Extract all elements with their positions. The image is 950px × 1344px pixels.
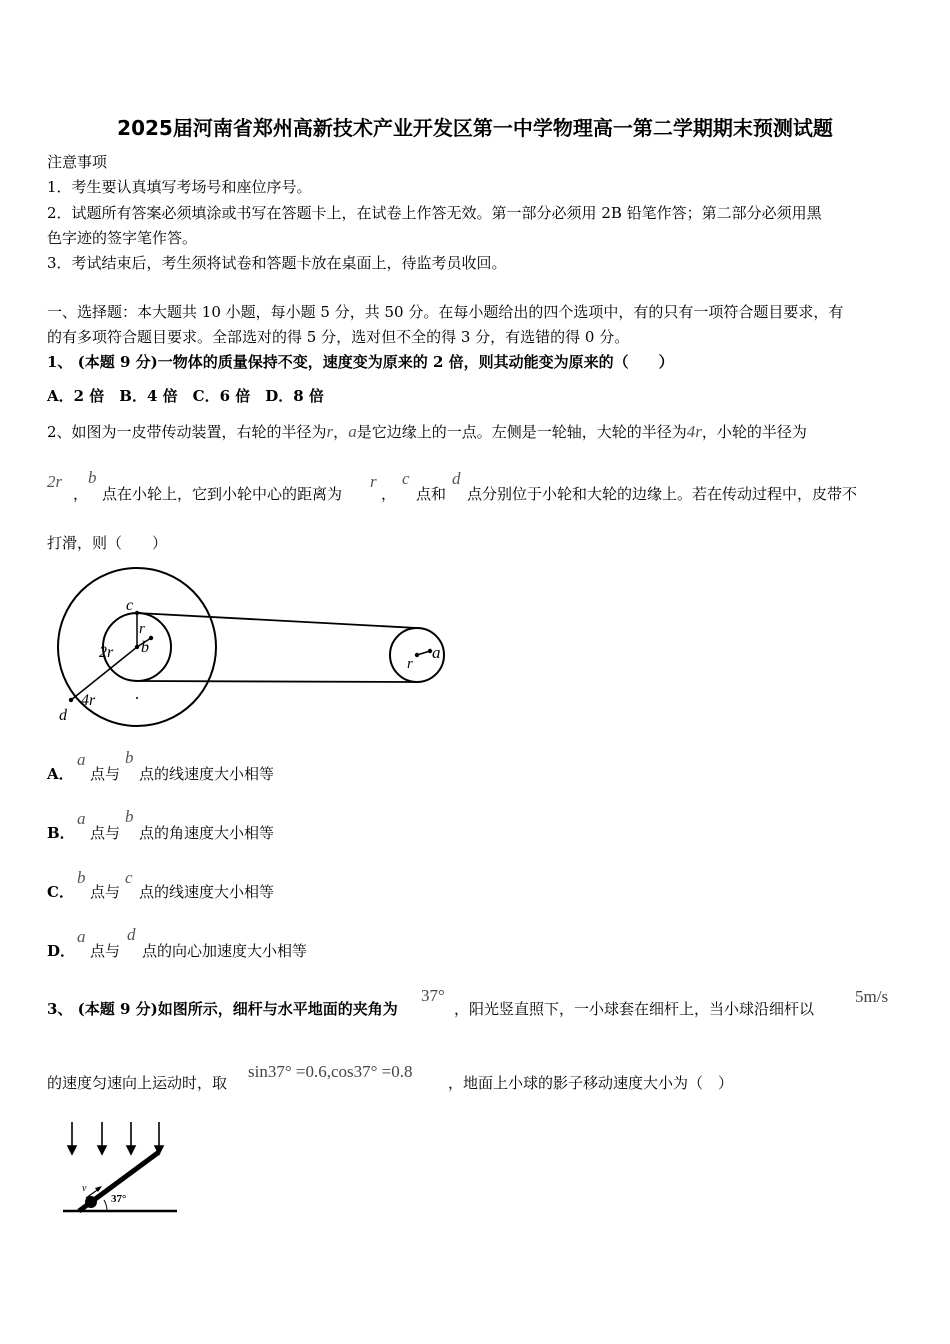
label-a: a: [432, 643, 441, 662]
q3-speed: 5m/s: [855, 987, 889, 1006]
q3-angle: 37°: [421, 986, 445, 1005]
label-4r: 4r: [81, 692, 96, 709]
page-title: 2025届河南省郑州高新技术产业开发区第一中学物理高一第二学期期末预测试题: [117, 116, 833, 140]
label-r-right: r: [407, 656, 413, 672]
q1-options: A．2 倍 B．4 倍 C．6 倍 D．8 倍: [47, 387, 324, 405]
sunlight-arrow: [98, 1146, 106, 1154]
q2-text: 点分别位于小轮和大轮的边缘上。若在传动过程中，皮带不: [467, 485, 858, 503]
option-text: 点与: [90, 765, 121, 783]
q2-text: 点和: [416, 485, 447, 503]
notice-item: 1．考生要认真填写考场号和座位序号。: [47, 178, 312, 196]
q2-var: 2r: [47, 472, 63, 491]
option-letter: D．: [47, 942, 76, 960]
notice-heading: 注意事项: [47, 153, 108, 171]
inclined-rod-figure: [55, 1118, 180, 1223]
option-letter: B．: [47, 824, 75, 842]
sunlight-arrow: [68, 1146, 76, 1154]
option-letter: C．: [47, 883, 74, 901]
option-var: c: [125, 868, 133, 887]
mark-dot: [136, 697, 138, 699]
q2-text: 点在小轮上，它到小轮中心的距离为: [102, 485, 343, 503]
label-2r: 2r: [99, 644, 114, 661]
q2-text: 打滑，则（ ）: [47, 534, 168, 552]
section-intro: 一、选择题：本大题共 10 小题，每小题 5 分，共 50 分。在每小题给出的四个选项中，有的只有一项符合题目要求，有: [47, 303, 844, 321]
option-letter: A．: [47, 765, 74, 783]
q2-comma: ，: [381, 485, 397, 503]
notice-item: 2．试题所有答案必须填涂或书写在答题卡上，在试卷上作答无效。第一部分必须用 2B 铅笔作答；第二部分必须用黑: [47, 204, 822, 222]
label-r: r: [139, 621, 145, 637]
q1-stem: 1、 (本题 9 分)一物体的质量保持不变，速度变为原来的 2 倍，则其动能变为原来的（ ）: [47, 353, 674, 371]
notice-item: 色字迹的签字笔作答。: [47, 229, 198, 247]
q2-comma: ，: [73, 485, 89, 503]
option-var: b: [77, 868, 86, 887]
belt-pulley-figure: [40, 560, 460, 730]
label-d: d: [59, 707, 67, 724]
q3-formula: sin37° =0.6,cos37° =0.8: [248, 1062, 413, 1081]
option-var: b: [125, 807, 134, 826]
q3-text: 的速度匀速向上运动时，取: [47, 1074, 228, 1092]
belt-lower: [137, 681, 417, 682]
q2-option-d[interactable]: [47, 927, 447, 963]
q2-var: c: [402, 469, 410, 488]
label-v: v: [82, 1183, 87, 1194]
section-intro: 的有多项符合题目要求。全部选对的得 5 分，选对但不全的得 3 分，有选错的得 0 分。: [47, 328, 630, 346]
option-var: d: [127, 925, 136, 944]
label-angle: 37°: [111, 1193, 127, 1205]
option-var: a: [77, 750, 86, 769]
q2-option-a[interactable]: [47, 750, 447, 786]
q3-text: ，阳光竖直照下，一小球套在细杆上，当小球沿细杆以: [454, 1000, 815, 1018]
q2-option-c[interactable]: [47, 868, 447, 904]
belt-upper: [137, 613, 417, 628]
q2-line-1: 2、如图为一皮带传动装置，右轮的半径为r，a是它边缘上的一点。左侧是一轮轴，大轮的半径为4r，小轮的半径为: [47, 422, 807, 441]
center-dot: [415, 653, 419, 657]
q2-var: r: [370, 472, 377, 491]
option-text: 点的角速度大小相等: [139, 824, 275, 842]
center-dot: [135, 645, 139, 649]
q2-option-b[interactable]: [47, 809, 447, 845]
option-text: 点与: [90, 883, 121, 901]
option-text: 点的线速度大小相等: [139, 765, 275, 783]
option-var: b: [125, 748, 134, 767]
point-c: [135, 611, 139, 615]
angle-arc: [104, 1200, 107, 1211]
option-text: 点与: [90, 942, 121, 960]
point-d: [69, 698, 73, 702]
q2-var: d: [452, 469, 461, 488]
q3-text: 3、 (本题 9 分)如图所示，细杆与水平地面的夹角为: [47, 1000, 398, 1018]
point-b: [149, 636, 153, 640]
option-var: a: [77, 927, 86, 946]
notice-item: 3．考试结束后，考生须将试卷和答题卡放在桌面上，待监考员收回。: [47, 254, 507, 272]
label-c: c: [126, 597, 134, 614]
option-text: 点的线速度大小相等: [139, 883, 275, 901]
option-var: a: [77, 809, 86, 828]
q2-var: b: [88, 468, 97, 487]
option-text: 点的向心加速度大小相等: [142, 942, 308, 960]
label-b: b: [141, 639, 149, 656]
option-text: 点与: [90, 824, 121, 842]
sunlight-arrow: [127, 1146, 135, 1154]
q3-text: ，地面上小球的影子移动速度大小为（ ）: [448, 1074, 734, 1092]
